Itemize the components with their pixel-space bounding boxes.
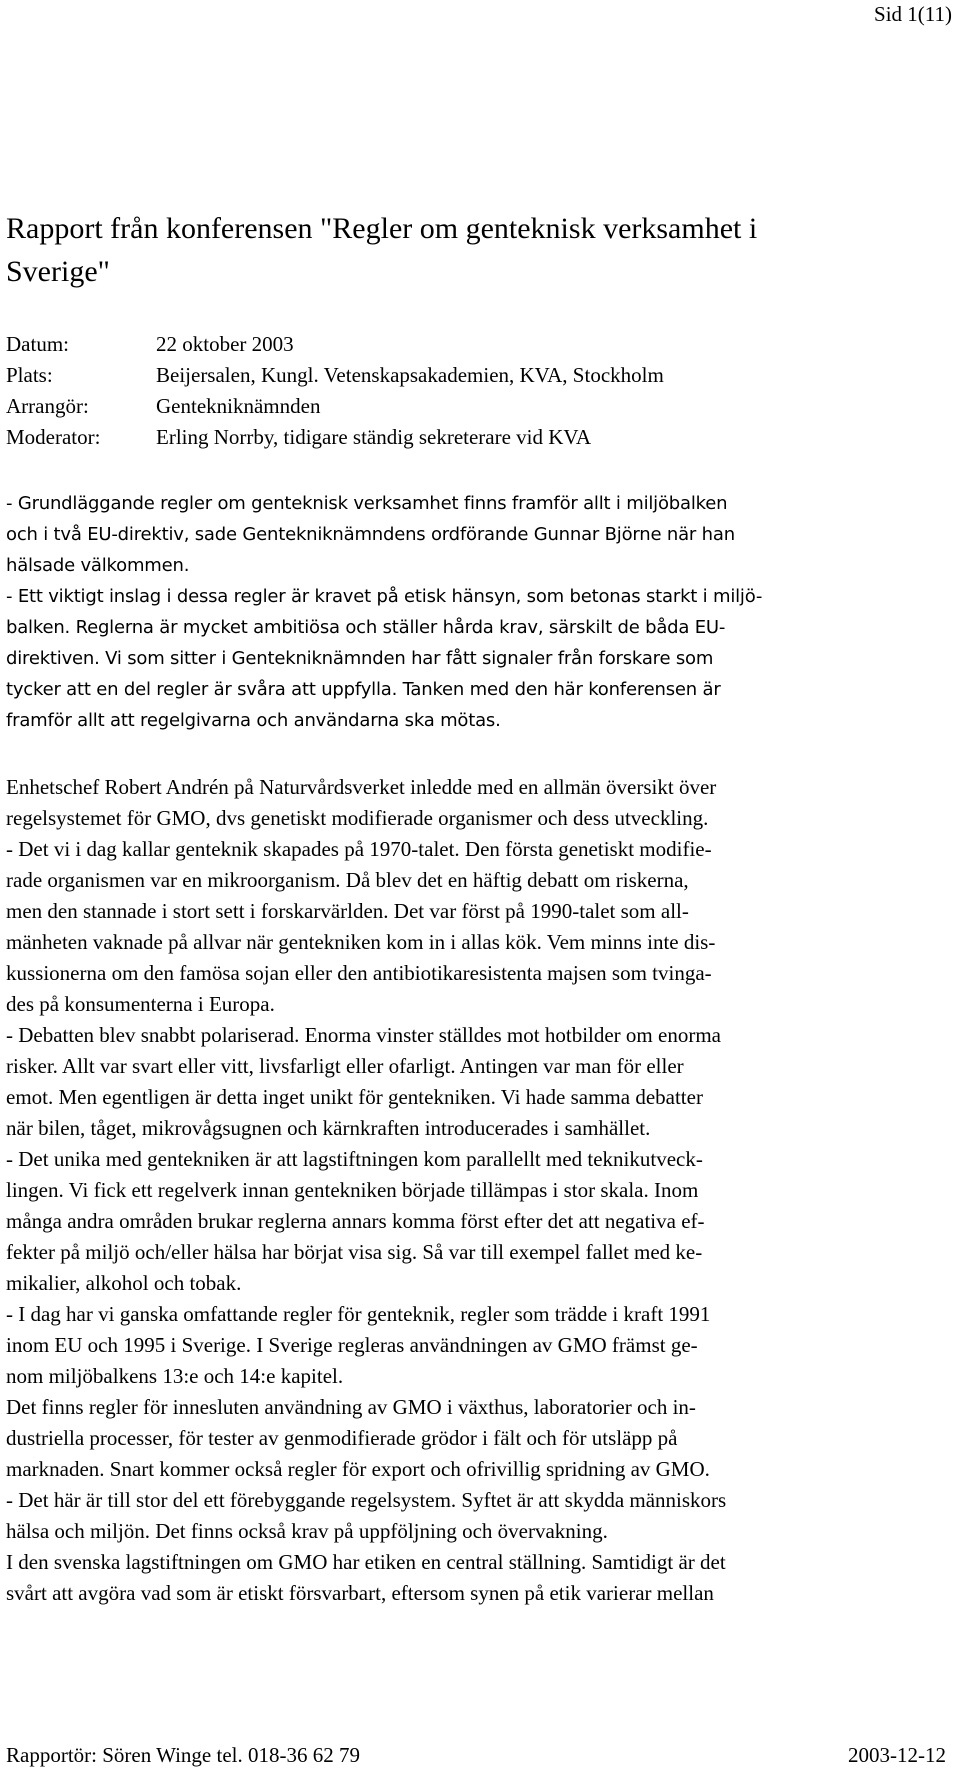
text-line: många andra områden brukar reglerna annars komma först efter det att negativa ef- xyxy=(6,1209,705,1233)
text-line: - Det här är till stor del ett förebyggande regelsystem. Syftet är att skydda människors xyxy=(6,1488,727,1512)
text-line: tycker att en del regler är svåra att uppfylla. Tanken med den här konferensen är xyxy=(6,679,721,700)
text-line: regelsystemet för GMO, dvs genetiskt modifierade organismer och dess utveckling. xyxy=(6,806,709,830)
text-line: och i två EU-direktiv, sade Gentekniknämndens ordförande Gunnar Björne när han xyxy=(6,524,735,545)
meta-label: Datum: xyxy=(6,332,69,356)
meta-block xyxy=(6,329,946,453)
text-line: hälsa och miljön. Det finns också krav på uppföljning och övervakning. xyxy=(6,1519,608,1543)
text-line: - Grundläggande regler om genteknisk verksamhet finns framför allt i miljöbalken xyxy=(6,493,728,514)
text-line: inom EU och 1995 i Sverige. I Sverige regleras användningen av GMO främst ge- xyxy=(6,1333,698,1357)
page-number: Sid 1(11) xyxy=(874,2,952,26)
meta-value: Gentekniknämnden xyxy=(156,394,321,418)
text-line: hälsade välkommen. xyxy=(6,555,190,576)
text-line: rade organismen var en mikroorganism. Då blev det en häftig debatt om riskerna, xyxy=(6,868,689,892)
meta-label: Arrangör: xyxy=(6,394,89,418)
meta-label: Plats: xyxy=(6,363,53,387)
text-line: nom miljöbalkens 13:e och 14:e kapitel. xyxy=(6,1364,344,1388)
report-title xyxy=(6,207,946,293)
intro-paragraph xyxy=(6,488,950,736)
text-line: Det finns regler för innesluten användning av GMO i växthus, laboratorier och in- xyxy=(6,1395,696,1419)
text-line: mikalier, alkohol och tobak. xyxy=(6,1271,242,1295)
text-line: svårt att avgöra vad som är etiskt försvarbart, eftersom synen på etik varierar mellan xyxy=(6,1581,714,1605)
text-line: emot. Men egentligen är detta inget unikt för gentekniken. Vi hade samma debatter xyxy=(6,1085,703,1109)
text-line: - Debatten blev snabbt polariserad. Enorma vinster ställdes mot hotbilder om enorma xyxy=(6,1023,721,1047)
text-line: kussionerna om den famösa sojan eller den antibiotikaresistenta majsen som tvinga- xyxy=(6,961,712,985)
text-line: framför allt att regelgivarna och användarna ska mötas. xyxy=(6,710,501,731)
text-line: dustriella processer, för tester av genmodifierade grödor i fält och för utsläpp på xyxy=(6,1426,678,1450)
meta-row-place xyxy=(6,360,946,391)
title-line-2: Sverige" xyxy=(6,255,110,288)
text-line: des på konsumenterna i Europa. xyxy=(6,992,275,1016)
meta-value: Erling Norrby, tidigare ständig sekreterare vid KVA xyxy=(156,425,592,449)
text-line: lingen. Vi fick ett regelverk innan gentekniken började tillämpas i stor skala. Inom xyxy=(6,1178,699,1202)
text-line: - Ett viktigt inslag i dessa regler är kravet på etisk hänsyn, som betonas starkt i miljö- xyxy=(6,586,763,607)
meta-row-moderator xyxy=(6,422,946,453)
text-line: direktiven. Vi som sitter i Gentekniknämnden har fått signaler från forskare som xyxy=(6,648,714,669)
meta-label: Moderator: xyxy=(6,425,101,449)
text-line: balken. Reglerna är mycket ambitiösa och ställer hårda krav, särskilt de båda EU- xyxy=(6,617,726,638)
meta-row-organizer xyxy=(6,391,946,422)
meta-value: 22 oktober 2003 xyxy=(156,332,294,356)
footer-reporter: Rapportör: Sören Winge tel. 018-36 62 79 xyxy=(6,1743,360,1767)
text-line: I den svenska lagstiftningen om GMO har etiken en central ställning. Samtidigt är det xyxy=(6,1550,726,1574)
body-text xyxy=(6,772,950,1609)
meta-row-date xyxy=(6,329,946,360)
text-line: fekter på miljö och/eller hälsa har börjat visa sig. Så var till exempel fallet med ke- xyxy=(6,1240,703,1264)
text-line: risker. Allt var svart eller vitt, livsfarligt eller ofarligt. Antingen var man för eller xyxy=(6,1054,684,1078)
text-line: marknaden. Snart kommer också regler för export och ofrivillig spridning av GMO. xyxy=(6,1457,710,1481)
text-line: mänheten vaknade på allvar när gentekniken kom in i allas kök. Vem minns inte dis- xyxy=(6,930,716,954)
text-line: - Det unika med gentekniken är att lagstiftningen kom parallellt med teknikutveck- xyxy=(6,1147,703,1171)
text-line: när bilen, tåget, mikrovågsugnen och kärnkraften introducerades i samhället. xyxy=(6,1116,651,1140)
text-line: Enhetschef Robert Andrén på Naturvårdsverket inledde med en allmän översikt över xyxy=(6,775,717,799)
title-line-1: Rapport från konferensen "Regler om genteknisk verksamhet i xyxy=(6,212,758,245)
text-line: - Det vi i dag kallar genteknik skapades på 1970-talet. Den första genetiskt modifie- xyxy=(6,837,712,861)
text-line: - I dag har vi ganska omfattande regler för genteknik, regler som trädde i kraft 1991 xyxy=(6,1302,711,1326)
meta-value: Beijersalen, Kungl. Vetenskapsakademien, KVA, Stockholm xyxy=(156,363,664,387)
page-footer xyxy=(6,1741,946,1769)
footer-date: 2003-12-12 xyxy=(848,1743,946,1767)
text-line: men den stannade i stort sett i forskarvärlden. Det var först på 1990-talet som all- xyxy=(6,899,689,923)
